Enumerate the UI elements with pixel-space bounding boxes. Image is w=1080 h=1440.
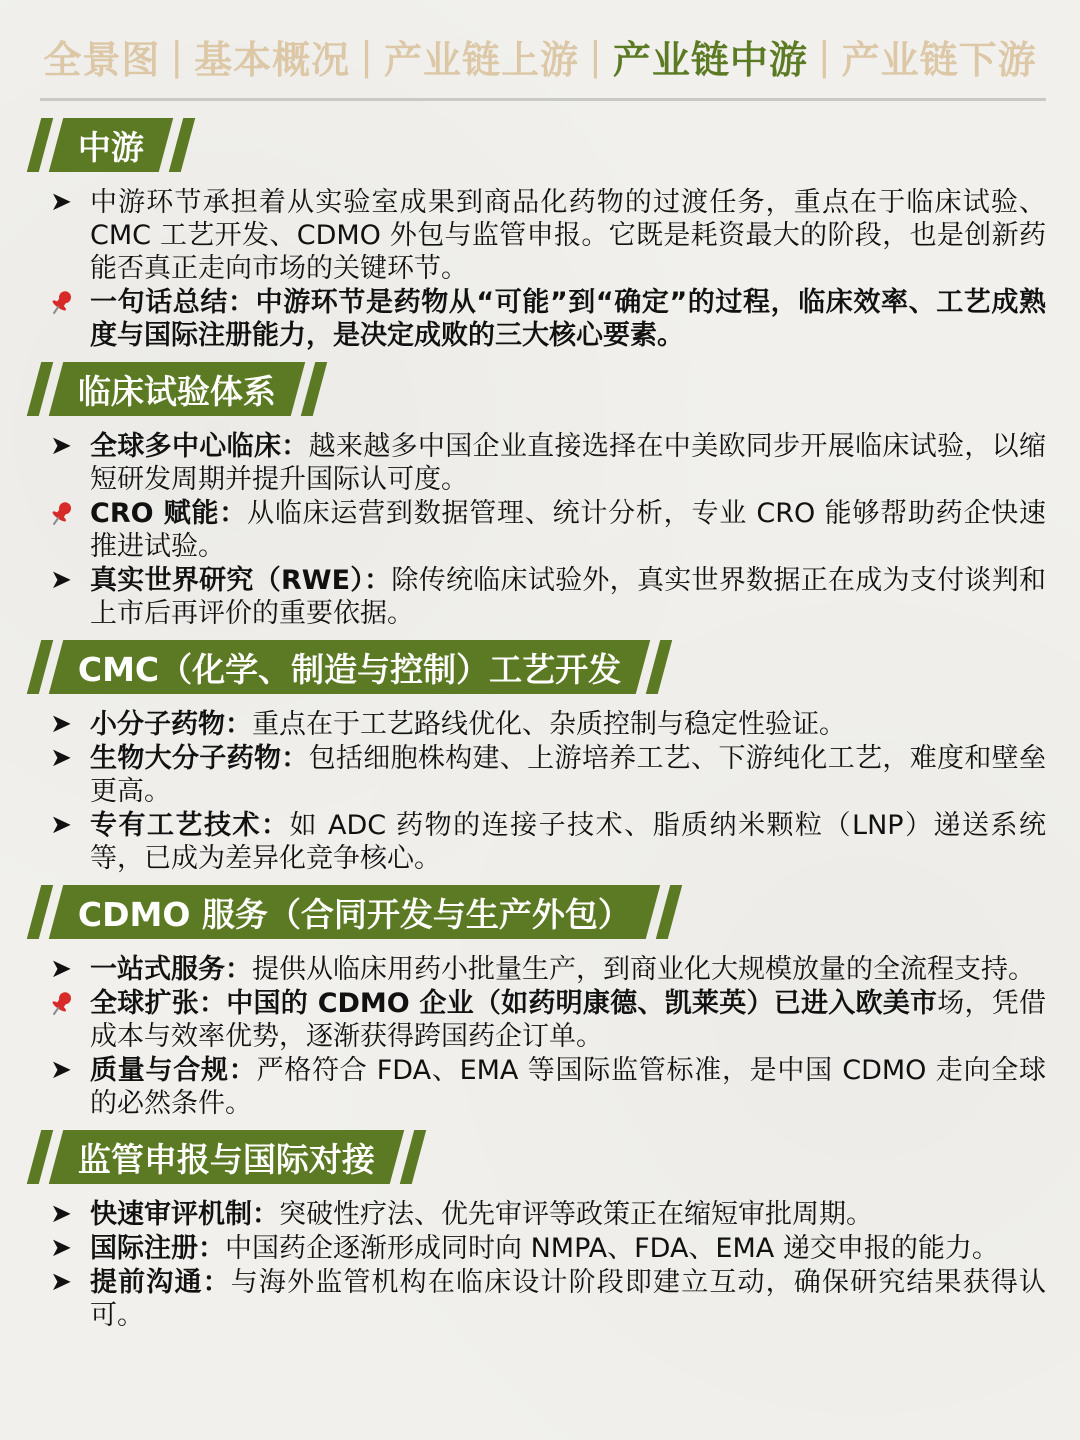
pushpin-icon	[46, 497, 76, 530]
bullet-item	[0, 742, 1080, 808]
nav-tab-3[interactable]: 产业链中游	[612, 37, 808, 82]
bullet-lead: 国际注册：	[90, 1233, 225, 1264]
arrow-bullet-icon: ➤	[50, 187, 72, 217]
header-slash	[301, 362, 327, 416]
bullet-item	[0, 953, 1080, 986]
bullet-item	[0, 987, 1080, 1053]
bullet-lead: 全球多中心临床：	[90, 431, 309, 462]
bullet-lead: 小分子药物：	[90, 709, 252, 740]
arrow-bullet-icon: ➤	[50, 709, 72, 739]
arrow-bullet-icon: ➤	[50, 431, 72, 461]
bullet-item	[0, 1198, 1080, 1231]
arrow-bullet-icon: ➤	[50, 1267, 72, 1297]
arrow-bullet-icon: ➤	[50, 1233, 72, 1263]
bullet-list	[0, 1198, 1080, 1332]
arrow-bullet-icon: ➤	[50, 743, 72, 773]
bullet-text: 中国药企逐渐形成同时向 NMPA、FDA、EMA 递交申报的能力。	[225, 1233, 999, 1264]
section-header	[34, 640, 1080, 694]
bullet-lead: 生物大分子药物：	[90, 743, 309, 774]
header-slash	[27, 362, 53, 416]
bullet-text: 中游环节是药物从“可能”到“确定”的过程，临床效率、工艺成熟度与国际注册能力，是决定成败的三大核心要素。	[90, 287, 1047, 351]
nav-divider	[40, 98, 1046, 101]
header-slash	[646, 640, 672, 694]
bullet-lead: 真实世界研究（RWE）：	[90, 565, 392, 596]
bullet-item	[0, 286, 1080, 352]
bullet-text: 场，凭借成本与效率优势，逐渐获得跨国药企订单。	[90, 988, 1046, 1052]
header-slash	[656, 885, 682, 939]
section-title: CMC（化学、制造与控制）工艺开发	[49, 640, 651, 694]
arrow-bullet-icon: ➤	[50, 1199, 72, 1229]
bullet-text: 严格符合 FDA、EMA 等国际监管标准，是中国 CDMO 走向全球的必然条件。	[90, 1055, 1046, 1119]
section-title: 中游	[49, 118, 173, 172]
header-slash	[27, 885, 53, 939]
arrow-bullet-icon: ➤	[50, 1055, 72, 1085]
header-slash	[169, 118, 195, 172]
bullet-lead: CRO 赋能：	[90, 498, 248, 529]
section-title: 监管申报与国际对接	[49, 1130, 404, 1184]
bullet-text: 包括细胞株构建、上游培养工艺、下游纯化工艺，难度和壁垒更高。	[90, 743, 1047, 807]
nav-tab-2[interactable]: 产业链上游	[383, 37, 579, 82]
section-title: CDMO 服务（合同开发与生产外包）	[49, 885, 660, 939]
bullet-text: 重点在于工艺路线优化、杂质控制与稳定性验证。	[252, 709, 846, 740]
bullet-lead: 提前沟通：	[90, 1267, 231, 1298]
bullet-text: 如 ADC 药物的连接子技术、脂质纳米颗粒（LNP）递送系统等，已成为差异化竞争核心。	[90, 810, 1046, 874]
bullet-item	[0, 1054, 1080, 1120]
section-header	[34, 1130, 1080, 1184]
bullet-item	[0, 186, 1080, 285]
header-slash	[27, 118, 53, 172]
bullet-lead: 专有工艺技术：	[90, 810, 290, 841]
pushpin-icon	[46, 987, 76, 1020]
bullet-item	[0, 809, 1080, 875]
nav-tab-1[interactable]: 基本概况	[194, 37, 351, 82]
bullet-lead: 快速审评机制：	[90, 1199, 279, 1230]
arrow-bullet-icon: ➤	[50, 565, 72, 595]
arrow-bullet-icon: ➤	[50, 954, 72, 984]
header-slash	[400, 1130, 426, 1184]
bullet-item	[0, 1232, 1080, 1265]
pushpin-icon	[46, 286, 76, 319]
section-header	[34, 118, 1080, 172]
header-slash	[27, 1130, 53, 1184]
bullet-list	[0, 186, 1080, 352]
bullet-text: 除传统临床试验外，真实世界数据正在成为支付谈判和上市后再评价的重要依据。	[90, 565, 1046, 629]
section-header	[34, 885, 1080, 939]
section-title: 临床试验体系	[49, 362, 305, 416]
bullet-text: 提供从临床用药小批量生产，到商业化大规模放量的全流程支持。	[252, 954, 1035, 985]
bullet-item	[0, 1266, 1080, 1332]
bullet-item	[0, 497, 1080, 563]
bullet-text: 从临床运营到数据管理、统计分析，专业 CRO 能够帮助药企快速推进试验。	[90, 498, 1046, 562]
nav-tab-0[interactable]: 全景图	[43, 37, 161, 82]
nav-separator: |	[589, 34, 603, 78]
bullet-item	[0, 708, 1080, 741]
bullet-list	[0, 708, 1080, 875]
arrow-bullet-icon: ➤	[50, 810, 72, 840]
bullet-list	[0, 430, 1080, 630]
bullet-list	[0, 953, 1080, 1120]
bullet-text: 突破性疗法、优先审评等政策正在缩短审批周期。	[279, 1199, 873, 1230]
bullet-text: 与海外监管机构在临床设计阶段即建立互动，确保研究结果获得认可。	[90, 1267, 1047, 1331]
bullet-item	[0, 564, 1080, 630]
nav-separator: |	[360, 34, 374, 78]
nav-separator: |	[170, 34, 185, 78]
nav-tab-4[interactable]: 产业链下游	[841, 37, 1037, 82]
main-content	[0, 118, 1080, 1342]
bullet-item	[0, 430, 1080, 496]
bullet-lead: 一站式服务：	[90, 954, 252, 985]
top-nav	[0, 26, 1080, 86]
header-slash	[27, 640, 53, 694]
bullet-lead: 一句话总结：	[90, 287, 256, 318]
bullet-text: 中游环节承担着从实验室成果到商品化药物的过渡任务，重点在于临床试验、CMC 工艺开发、CDMO 外包与监管申报。它既是耗资最大的阶段，也是创新药能否真正走向市场的关键环节。	[90, 187, 1046, 284]
nav-separator: |	[817, 34, 832, 78]
bullet-text: 越来越多中国企业直接选择在中美欧同步开展临床试验，以缩短研发周期并提升国际认可度。	[90, 431, 1047, 495]
section-header	[34, 362, 1080, 416]
bullet-lead: 质量与合规：	[90, 1055, 257, 1086]
bullet-lead: 全球扩张：中国的 CDMO 企业（如药明康德、凯莱英）已进入欧美市	[90, 988, 938, 1019]
